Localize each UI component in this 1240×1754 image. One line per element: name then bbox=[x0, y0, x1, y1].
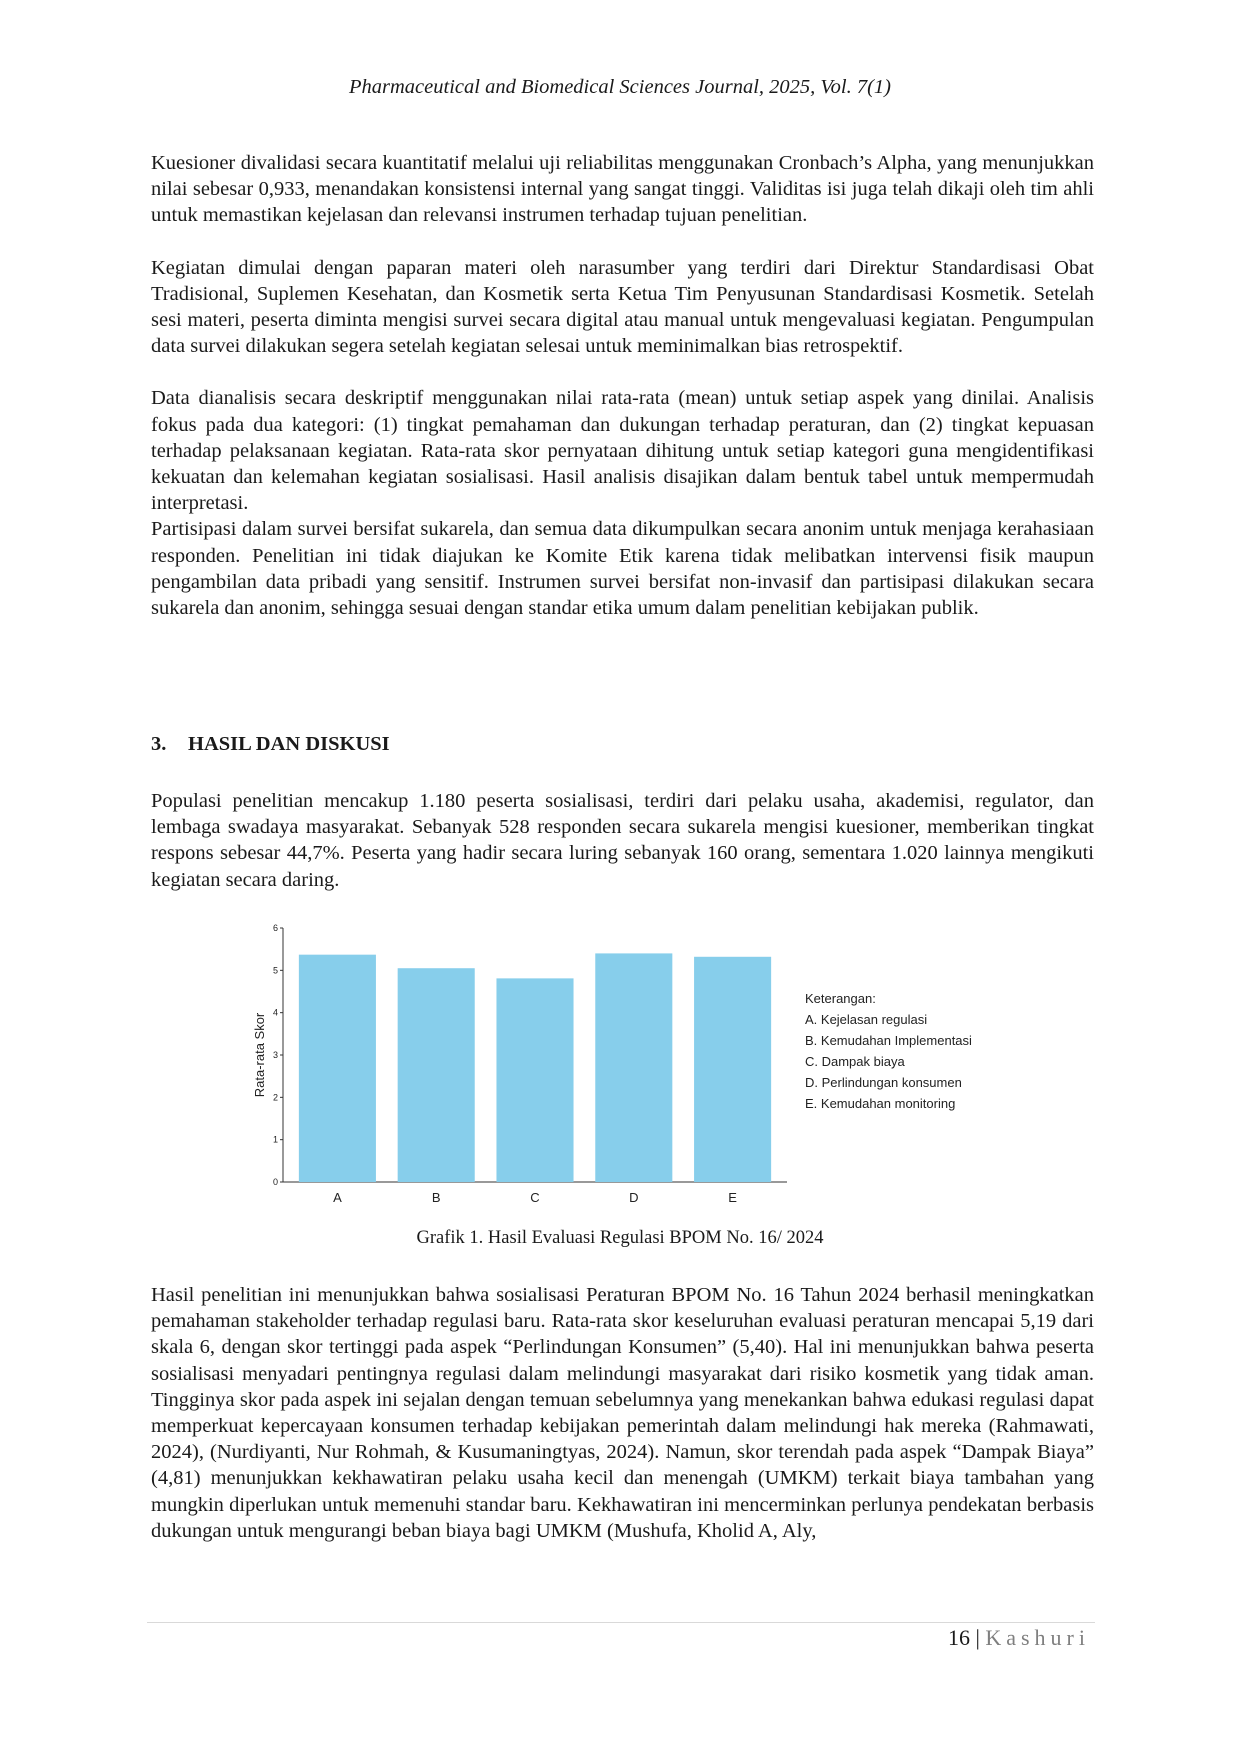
results-text bbox=[151, 1282, 1094, 1544]
paragraph-validation: Kuesioner divalidasi secara kuantitatif melalui uji reliabilitas menggunakan Cronbach’s Alpha, yang menunjukkan nilai sebesar 0,933, menandakan konsistensi internal yang sangat tinggi. Validitas isi juga telah dikaji oleh tim ahli untuk memastikan kejelasan dan relevansi instrumen terhadap tujuan penelitian. bbox=[151, 152, 1094, 227]
paragraph-results: Hasil penelitian ini menunjukkan bahwa sosialisasi Peraturan BPOM No. 16 Tahun 2024 berhasil meningkatkan pemahaman stakeholder terhadap regulasi baru. Rata-rata skor keseluruhan evaluasi peraturan mencapai 5,19 dari skala 6, dengan skor tertinggi pada aspek “Perlindungan Konsumen” (5,40). Hal ini menunjukkan bahwa peserta sosialisasi menyadari pentingnya regulasi dalam melindungi masyarakat dari risiko kosmetik yang tidak aman. Tingginya skor pada aspek ini sejalan dengan temuan sebelumnya yang menekankan bahwa edukasi regulasi dapat memperkuat kepercayaan konsumen terhadap kebijakan pemerintah dalam melindungi hak mereka (Rahmawati, 2024), (Nurdiyanti, Nur Rohmah, & Kusumaningtyas, 2024). Namun, skor terendah pada aspek “Dampak Biaya” (4,81) menunjukkan kekhawatiran pelaku usaha kecil dan menengah (UMKM) terkait biaya tambahan yang mungkin diperlukan untuk memenuhi standar baru. Kekhawatiran ini mencerminkan perlunya pendekatan berbasis dukungan untuk mengurangi beban biaya bagi UMKM (Mushufa, Kholid A, Aly, bbox=[151, 1284, 1094, 1542]
footer-divider bbox=[147, 1622, 1095, 1623]
chart-legend bbox=[805, 991, 972, 1111]
legend-item: B. Kemudahan Implementasi bbox=[805, 1033, 972, 1048]
journal-running-head: Pharmaceutical and Biomedical Sciences Journal, 2025, Vol. 7(1) bbox=[349, 76, 891, 98]
y-tick-label: 2 bbox=[272, 1092, 278, 1103]
y-axis-label: Rata-rata Skor bbox=[252, 1012, 267, 1098]
bar-b bbox=[398, 968, 475, 1182]
y-tick-label: 4 bbox=[272, 1007, 278, 1018]
bar-chart bbox=[240, 920, 1000, 1210]
methods-text bbox=[151, 150, 1094, 621]
paragraph-analysis: Data dianalisis secara deskriptif menggunakan nilai rata-rata (mean) untuk setiap aspek yang dinilai. Analisis fokus pada dua kategori: (1) tingkat pemahaman dan dukungan terhadap peraturan, dan (2) tingkat kepuasan terhadap pelaksanaan kegiatan. Rata-rata skor pernyataan dihitung untuk setiap kategori guna mengidentifikasi kekuatan dan kelemahan kegiatan sosialisasi. Hasil analisis disajikan dalam bentuk tabel untuk mempermudah interpretasi. bbox=[151, 387, 1094, 515]
y-tick-label: 6 bbox=[272, 923, 278, 933]
x-tick-label: E bbox=[728, 1190, 737, 1205]
bar-e bbox=[694, 957, 771, 1182]
x-tick-label: C bbox=[530, 1190, 540, 1205]
footer-separator: | bbox=[975, 1625, 980, 1650]
y-tick-label: 1 bbox=[272, 1134, 278, 1145]
chart-bars bbox=[299, 953, 771, 1205]
footer-author: Kashuri bbox=[985, 1625, 1090, 1650]
bar-c bbox=[496, 978, 573, 1182]
y-tick-label: 0 bbox=[272, 1177, 278, 1187]
section-number: 3. bbox=[151, 733, 167, 755]
legend-item: A. Kejelasan regulasi bbox=[805, 1012, 928, 1027]
paragraph-activity: Kegiatan dimulai dengan paparan materi oleh narasumber yang terdiri dari Direktur Standardisasi Obat Tradisional, Suplemen Kesehatan, dan Kosmetik serta Ketua Tim Penyusunan Standardisasi Kosmetik. Setelah sesi materi, peserta diminta mengisi survei secara digital atau manual untuk mengevaluasi kegiatan. Pengumpulan data survei dilakukan segera setelah kegiatan selesai untuk meminimalkan bias retrospektif. bbox=[151, 256, 1094, 358]
legend-item: E. Kemudahan monitoring bbox=[805, 1096, 956, 1111]
population-text bbox=[151, 788, 1094, 893]
bar-a bbox=[299, 955, 376, 1182]
paragraph-population: Populasi penelitian mencakup 1.180 peserta sosialisasi, terdiri dari pelaku usaha, akademisi, regulator, dan lembaga swadaya masyarakat. Sebanyak 528 responden secara sukarela mengisi kuesioner, memberikan tingkat respons sebesar 44,7%. Peserta yang hadir secara luring sebanyak 160 orang, sementara 1.020 lainnya mengikuti kegiatan secara daring. bbox=[151, 790, 1094, 891]
x-tick-label: B bbox=[431, 1190, 441, 1205]
legend-item: C. Dampak biaya bbox=[805, 1054, 905, 1069]
section-heading bbox=[151, 733, 390, 756]
legend-title: Keterangan: bbox=[805, 991, 876, 1006]
page-footer bbox=[948, 1625, 1090, 1651]
x-tick-label: D bbox=[629, 1190, 639, 1205]
y-tick-label: 5 bbox=[272, 965, 278, 976]
figure-caption: Grafik 1. Hasil Evaluasi Regulasi BPOM No. 16/ 2024 bbox=[416, 1228, 824, 1248]
paragraph-ethics: Partisipasi dalam survei bersifat sukarela, dan semua data dikumpulkan secara anonim untuk menjaga kerahasiaan responden. Penelitian ini tidak diajukan ke Komite Etik karena tidak melibatkan intervensi fisik maupun pengambilan data pribadi yang sensitif. Instrumen survei bersifat non-invasif dan partisipasi dilakukan secara sukarela dan anonim, sehingga sesuai dengan standar etika umum dalam penelitian kebijakan publik. bbox=[151, 518, 1094, 620]
section-title: HASIL DAN DISKUSI bbox=[188, 733, 390, 755]
bar-d bbox=[595, 953, 672, 1182]
page-number: 16 bbox=[947, 1625, 970, 1650]
legend-item: D. Perlindungan konsumen bbox=[805, 1075, 962, 1090]
x-tick-label: A bbox=[333, 1190, 342, 1205]
y-tick-label: 3 bbox=[272, 1050, 278, 1060]
